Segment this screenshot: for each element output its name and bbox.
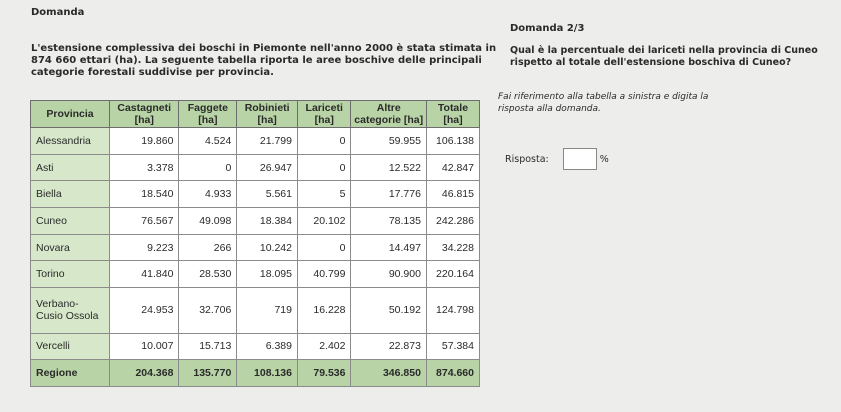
value-cell: 32.706 [179, 288, 237, 334]
answer-label: Risposta: [505, 153, 549, 165]
header-robinieti: Robinieti [ha] [237, 101, 298, 128]
value-cell: 79.536 [297, 360, 351, 387]
table-row [31, 288, 480, 334]
question-counter: Domanda 2/3 [510, 23, 585, 34]
value-cell: 41.840 [110, 261, 179, 288]
table-row [31, 154, 480, 181]
header-castagneti: Castagneti [ha] [110, 101, 179, 128]
value-cell: 16.228 [297, 288, 351, 334]
answer-row [505, 148, 609, 170]
province-cell: Novara [31, 234, 110, 261]
value-cell: 0 [297, 128, 351, 155]
header-altre: Altre categorie [ha] [351, 101, 426, 128]
header-provincia: Provincia [31, 101, 110, 128]
value-cell: 78.135 [351, 208, 426, 235]
value-cell: 220.164 [426, 261, 479, 288]
value-cell: 76.567 [110, 208, 179, 235]
forest-table [30, 100, 480, 387]
province-cell: Torino [31, 261, 110, 288]
value-cell: 0 [179, 154, 237, 181]
value-cell: 6.389 [237, 333, 298, 360]
province-cell: Verbano-Cusio Ossola [31, 288, 110, 334]
question-header: Domanda [31, 7, 85, 18]
value-cell: 10.007 [110, 333, 179, 360]
table-row [31, 128, 480, 155]
value-cell: 108.136 [237, 360, 298, 387]
table-row [31, 333, 480, 360]
value-cell: 2.402 [297, 333, 351, 360]
value-cell: 719 [237, 288, 298, 334]
table-row [31, 234, 480, 261]
province-cell: Alessandria [31, 128, 110, 155]
value-cell: 24.953 [110, 288, 179, 334]
instruction-text: Fai riferimento alla tabella a sinistra e digita la risposta alla domanda. [498, 92, 709, 114]
percent-unit: % [599, 153, 609, 165]
value-cell: 26.947 [237, 154, 298, 181]
value-cell: 242.286 [426, 208, 479, 235]
province-cell: Regione [31, 360, 110, 387]
value-cell: 10.242 [237, 234, 298, 261]
value-cell: 57.384 [426, 333, 479, 360]
value-cell: 20.102 [297, 208, 351, 235]
value-cell: 874.660 [426, 360, 479, 387]
value-cell: 204.368 [110, 360, 179, 387]
header-totale: Totale [ha] [426, 101, 479, 128]
value-cell: 0 [297, 154, 351, 181]
province-cell: Asti [31, 154, 110, 181]
value-cell: 15.713 [179, 333, 237, 360]
answer-input[interactable] [563, 148, 597, 170]
value-cell: 34.228 [426, 234, 479, 261]
value-cell: 90.900 [351, 261, 426, 288]
value-cell: 12.522 [351, 154, 426, 181]
table-row [31, 261, 480, 288]
province-cell: Biella [31, 181, 110, 208]
value-cell: 4.524 [179, 128, 237, 155]
value-cell: 21.799 [237, 128, 298, 155]
value-cell: 106.138 [426, 128, 479, 155]
table-body [31, 128, 480, 387]
value-cell: 266 [179, 234, 237, 261]
question-text: Qual è la percentuale dei lariceti nella provincia di Cuneo rispetto al totale dell'estensione boschiva di Cuneo? [510, 45, 818, 68]
value-cell: 124.798 [426, 288, 479, 334]
value-cell: 19.860 [110, 128, 179, 155]
value-cell: 18.540 [110, 181, 179, 208]
value-cell: 40.799 [297, 261, 351, 288]
table-row [31, 208, 480, 235]
value-cell: 346.850 [351, 360, 426, 387]
value-cell: 59.955 [351, 128, 426, 155]
province-cell: Cuneo [31, 208, 110, 235]
value-cell: 50.192 [351, 288, 426, 334]
value-cell: 17.776 [351, 181, 426, 208]
value-cell: 18.095 [237, 261, 298, 288]
header-faggete: Faggete [ha] [179, 101, 237, 128]
province-cell: Vercelli [31, 333, 110, 360]
value-cell: 18.384 [237, 208, 298, 235]
value-cell: 5 [297, 181, 351, 208]
intro-text: L'estensione complessiva dei boschi in Piemonte nell'anno 2000 è stata stimata in 874 660 ettari (ha). La seguente tabella riporta le aree boschive delle principali categorie forestali suddivise per provincia. [31, 43, 497, 78]
value-cell: 135.770 [179, 360, 237, 387]
table-header-row [31, 101, 480, 128]
value-cell: 4.933 [179, 181, 237, 208]
value-cell: 28.530 [179, 261, 237, 288]
value-cell: 46.815 [426, 181, 479, 208]
value-cell: 14.497 [351, 234, 426, 261]
value-cell: 9.223 [110, 234, 179, 261]
value-cell: 3.378 [110, 154, 179, 181]
header-lariceti: Lariceti [ha] [297, 101, 351, 128]
table-row [31, 181, 480, 208]
value-cell: 5.561 [237, 181, 298, 208]
value-cell: 22.873 [351, 333, 426, 360]
forest-table-container [30, 100, 480, 387]
value-cell: 49.098 [179, 208, 237, 235]
value-cell: 42.847 [426, 154, 479, 181]
table-total-row [31, 360, 480, 387]
value-cell: 0 [297, 234, 351, 261]
